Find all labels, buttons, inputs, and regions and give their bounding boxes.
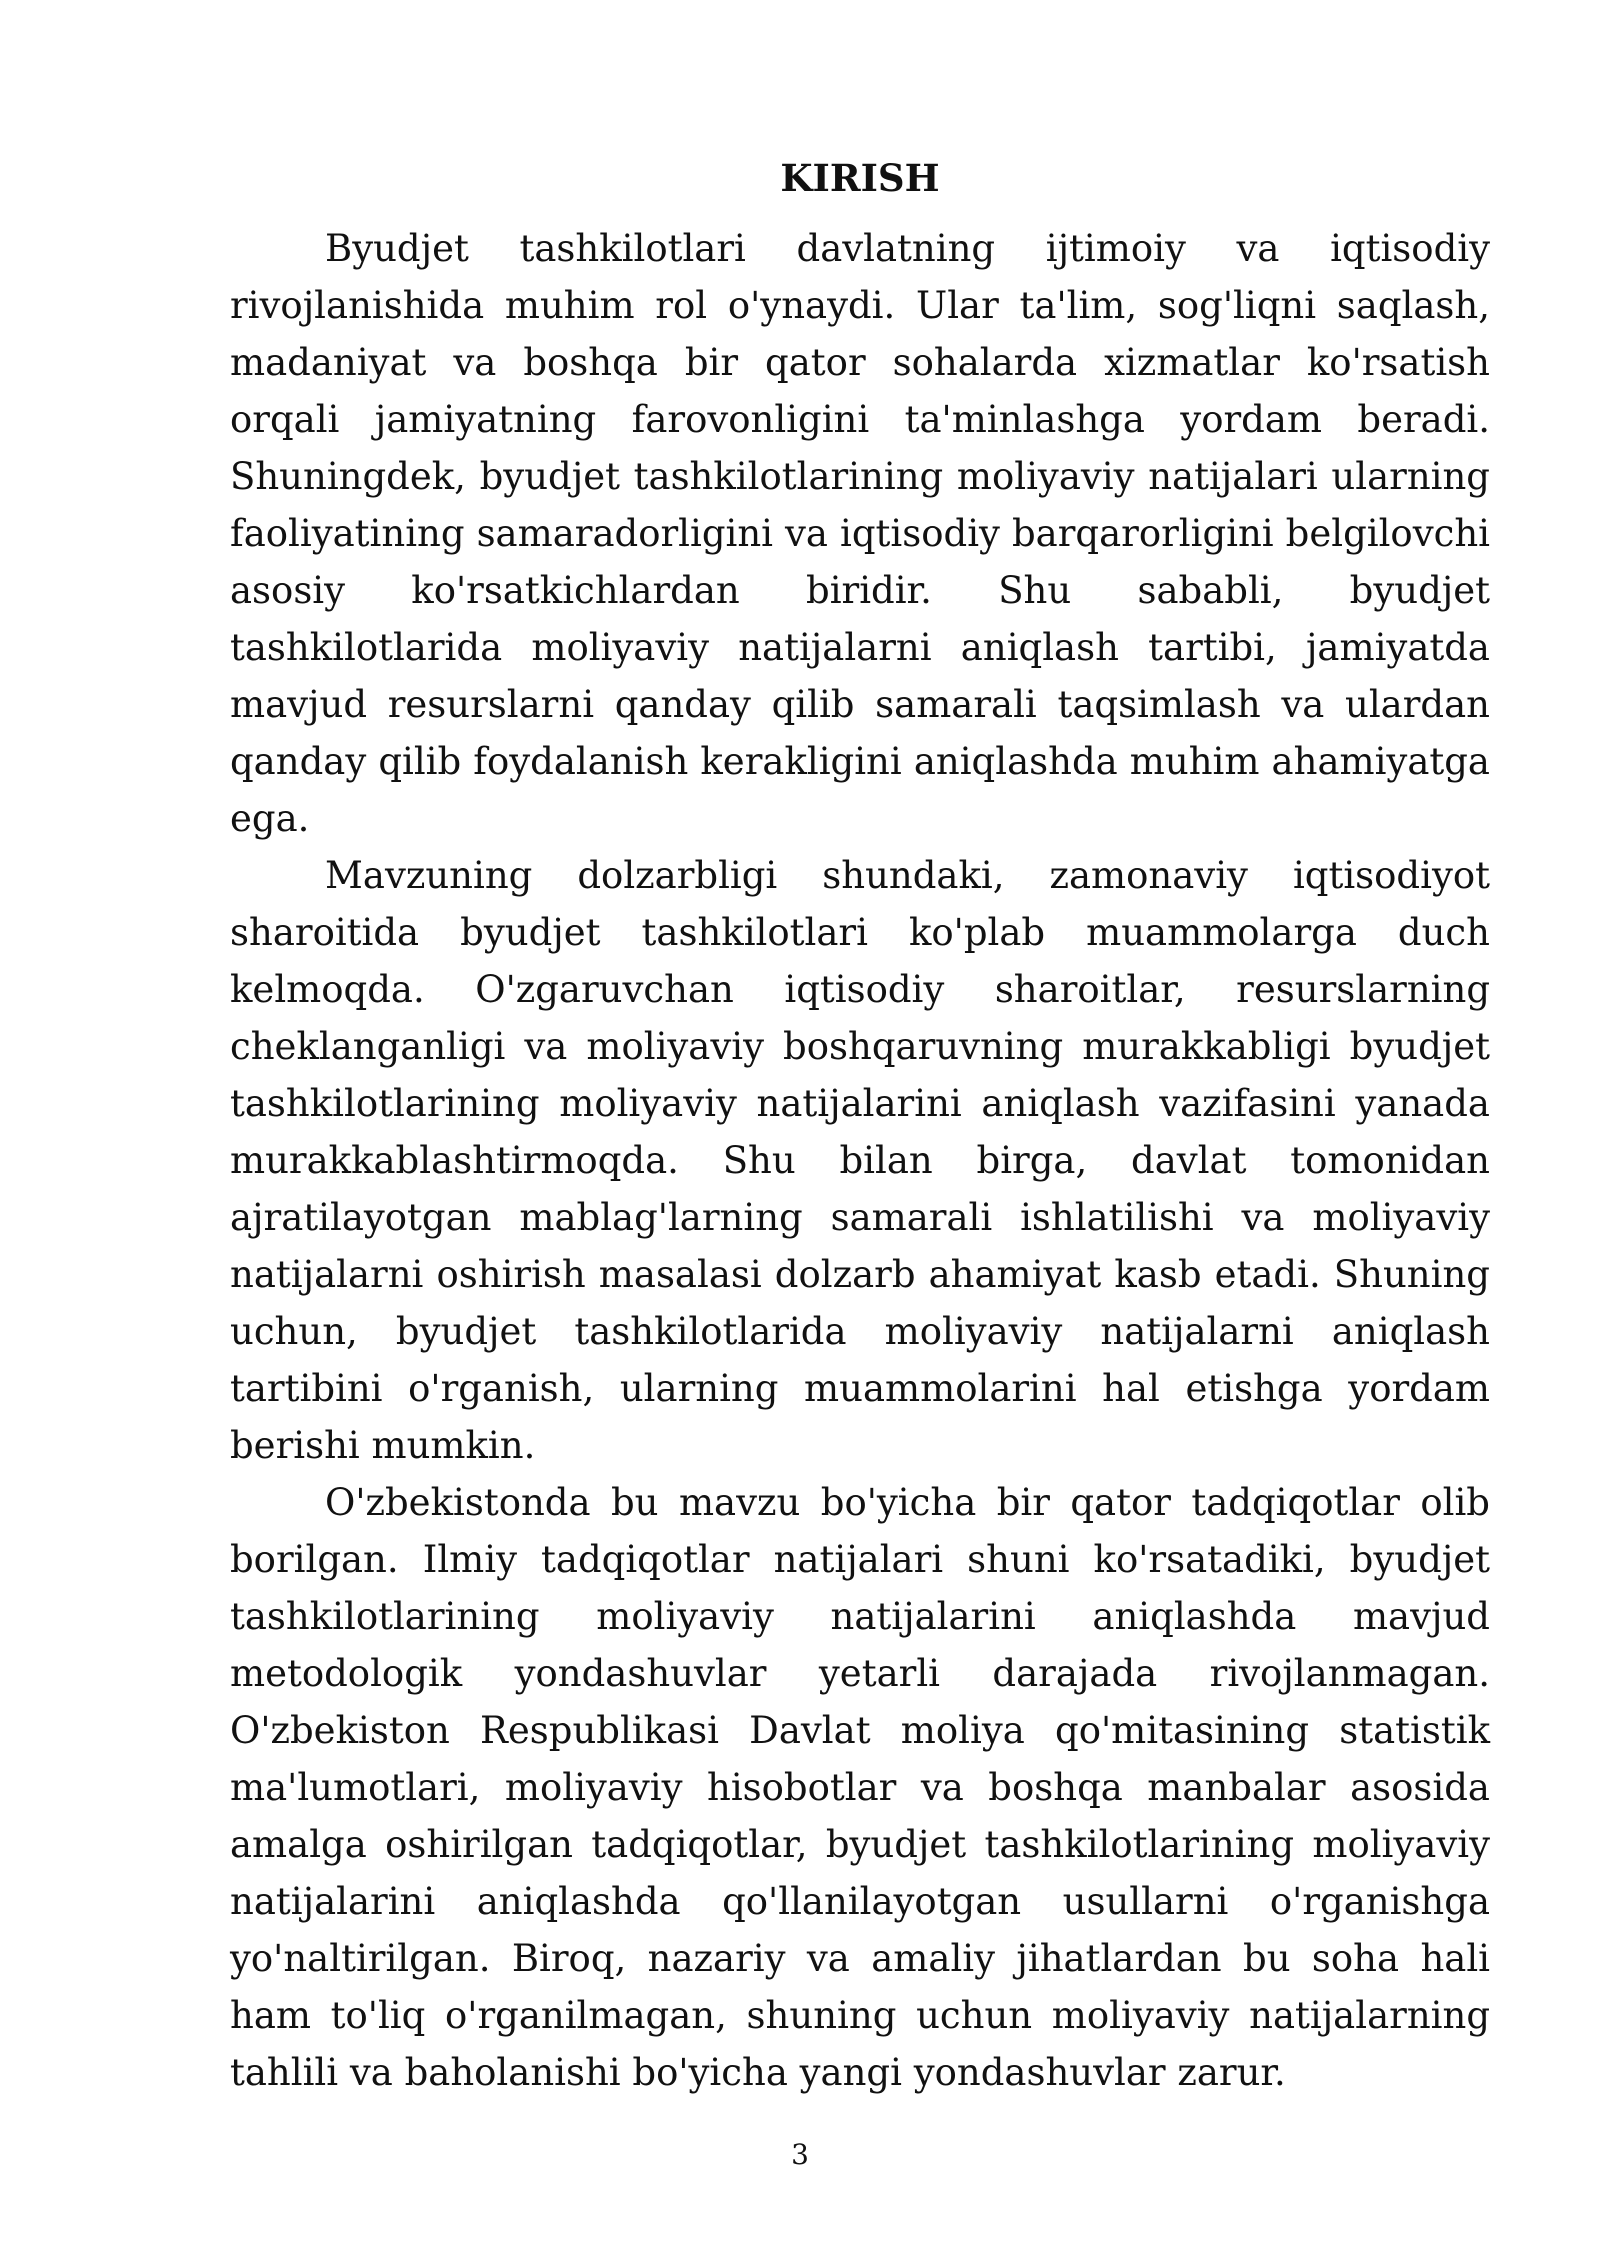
section-title: KIRISH	[780, 156, 940, 200]
paragraph-intro: Byudjet tashkilotlari davlatning ijtimoiy va iqtisodiy rivojlanishida muhim rol o'ynaydi. Ular ta'lim, sog'liqni saqlash, madaniyat va boshqa bir qator sohalarda xizmatlar ko'rsatish orqali jamiyatning farovonligini ta'minlashga yordam beradi. Shuningdek, byudjet tashkilotlarining moliyaviy natijalari ularning faoliyatining samaradorligini va iqtisodiy barqarorligini belgilovchi asosiy ko'rsatkichlardan biridir. Shu sababli, byudjet tashkilotlarida moliyaviy natijalarni aniqlash tartibi, jamiyatda mavjud resurslarni qanday qilib samarali taqsimlash va ulardan qanday qilib foydalanish kerakligini aniqlashda muhim ahamiyatga ega.	[230, 227, 1490, 840]
paragraph-research: O'zbekistonda bu mavzu bo'yicha bir qator tadqiqotlar olib borilgan. Ilmiy tadqiqotlar natijalari shuni ko'rsatadiki, byudjet tashkilotlarining moliyaviy natijalarini aniqlashda mavjud metodologik yondashuvlar yetarli darajada rivojlanmagan. O'zbekiston Respublikasi Davlat moliya qo'mitasining statistik ma'lumotlari, moliyaviy hisobotlar va boshqa manbalar asosida amalga oshirilgan tadqiqotlar, byudjet tashkilotlarining moliyaviy natijalarini aniqlashda qo'llanilayotgan usullarni o'rganishga yo'naltirilgan. Biroq, nazariy va amaliy jihatlardan bu soha hali ham to'liq o'rganilmagan, shuning uchun moliyaviy natijalarning tahlili va baholanishi bo'yicha yangi yondashuvlar zarur.	[230, 1481, 1490, 2094]
paragraph-relevance: Mavzuning dolzarbligi shundaki, zamonaviy iqtisodiyot sharoitida byudjet tashkilotlari ko'plab muammolarga duch kelmoqda. O'zgaruvchan iqtisodiy sharoitlar, resurslarning cheklanganligi va moliyaviy boshqaruvning murakkabligi byudjet tashkilotlarining moliyaviy natijalarini aniqlash vazifasini yanada murakkablashtirmoqda. Shu bilan birga, davlat tomonidan ajratilayotgan mablag'larning samarali ishlatilishi va moliyaviy natijalarni oshirish masalasi dolzarb ahamiyat kasb etadi. Shuning uchun, byudjet tashkilotlarida moliyaviy natijalarni aniqlash tartibini o'rganish, ularning muammolarini hal etishga yordam berishi mumkin.	[230, 854, 1490, 1467]
page-content	[230, 150, 1490, 2101]
page-number: 3	[791, 2138, 809, 2171]
